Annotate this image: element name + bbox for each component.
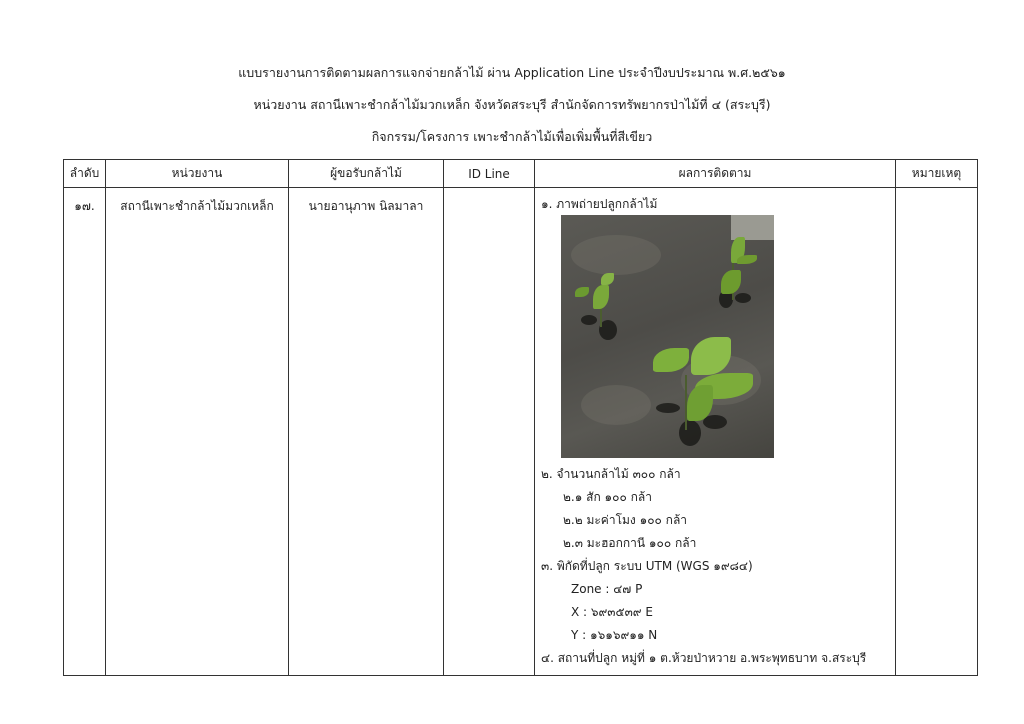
col-header-no: ลำดับ — [64, 160, 106, 188]
result-item-quantity: ๒. จำนวนกล้าไม้ ๓๐๐ กล้า — [541, 467, 681, 481]
seedling-photo — [561, 215, 774, 458]
col-header-results: ผลการติดตาม — [535, 160, 896, 188]
utm-y: Y : ๑๖๑๖๙๑๑ N — [571, 628, 658, 642]
utm-x: X : ๖๙๓๕๓๙ E — [571, 605, 653, 619]
result-item-makha-mong: ๒.๒ มะค่าโมง ๑๐๐ กล้า — [563, 513, 688, 527]
result-item-mahogany: ๒.๓ มะฮอกกานี ๑๐๐ กล้า — [563, 536, 697, 550]
result-item-coordinates: ๓. พิกัดที่ปลูก ระบบ UTM (WGS ๑๙๘๔) — [541, 559, 753, 573]
cell-id-line — [444, 188, 535, 676]
remark-value — [896, 188, 977, 197]
result-item-photo: ๑. ภาพถ่ายปลูกกล้าไม้ — [541, 197, 658, 211]
cell-recipient — [289, 188, 444, 676]
agency-name: สถานีเพาะชำกล้าไม้มวกเหล็ก — [120, 199, 274, 213]
result-item-location: ๔. สถานที่ปลูก หมู่ที่ ๑ ต.ห้วยป่าหวาย อ.พระพุทธบาท จ.สระบุรี — [541, 651, 867, 665]
report-agency-line: หน่วยงาน สถานีเพาะชำกล้าไม้มวกเหล็ก จังหวัดสระบุรี สำนักจัดการทรัพยากรป่าไม้ที่ ๔ (สระบุรี) — [253, 97, 771, 112]
recipient-name: นายอานุภาพ นิลมาลา — [308, 199, 424, 213]
results-content — [535, 188, 895, 675]
col-header-remark: หมายเหตุ — [896, 160, 978, 188]
row-number: ๑๗. — [74, 199, 95, 213]
cell-results — [535, 188, 896, 676]
id-line-value — [444, 188, 534, 197]
cell-no — [64, 188, 106, 676]
col-header-recipient: ผู้ขอรับกล้าไม้ — [289, 160, 444, 188]
col-header-id-line: ID Line — [444, 160, 535, 188]
report-title: แบบรายงานการติดตามผลการแจกจ่ายกล้าไม้ ผ่าน Application Line ประจำปีงบประมาณ พ.ศ.๒๕๖๑ — [238, 65, 786, 80]
table-row — [64, 188, 978, 676]
col-header-agency: หน่วยงาน — [106, 160, 289, 188]
cell-agency — [106, 188, 289, 676]
result-item-teak: ๒.๑ สัก ๑๐๐ กล้า — [563, 490, 652, 504]
report-table — [63, 159, 978, 676]
utm-zone: Zone : ๔๗ P — [571, 582, 643, 596]
table-header-row — [64, 160, 978, 188]
report-activity-line: กิจกรรม/โครงการ เพาะชำกล้าไม้เพื่อเพิ่มพื้นที่สีเขียว — [371, 129, 653, 144]
cell-remark — [896, 188, 978, 676]
